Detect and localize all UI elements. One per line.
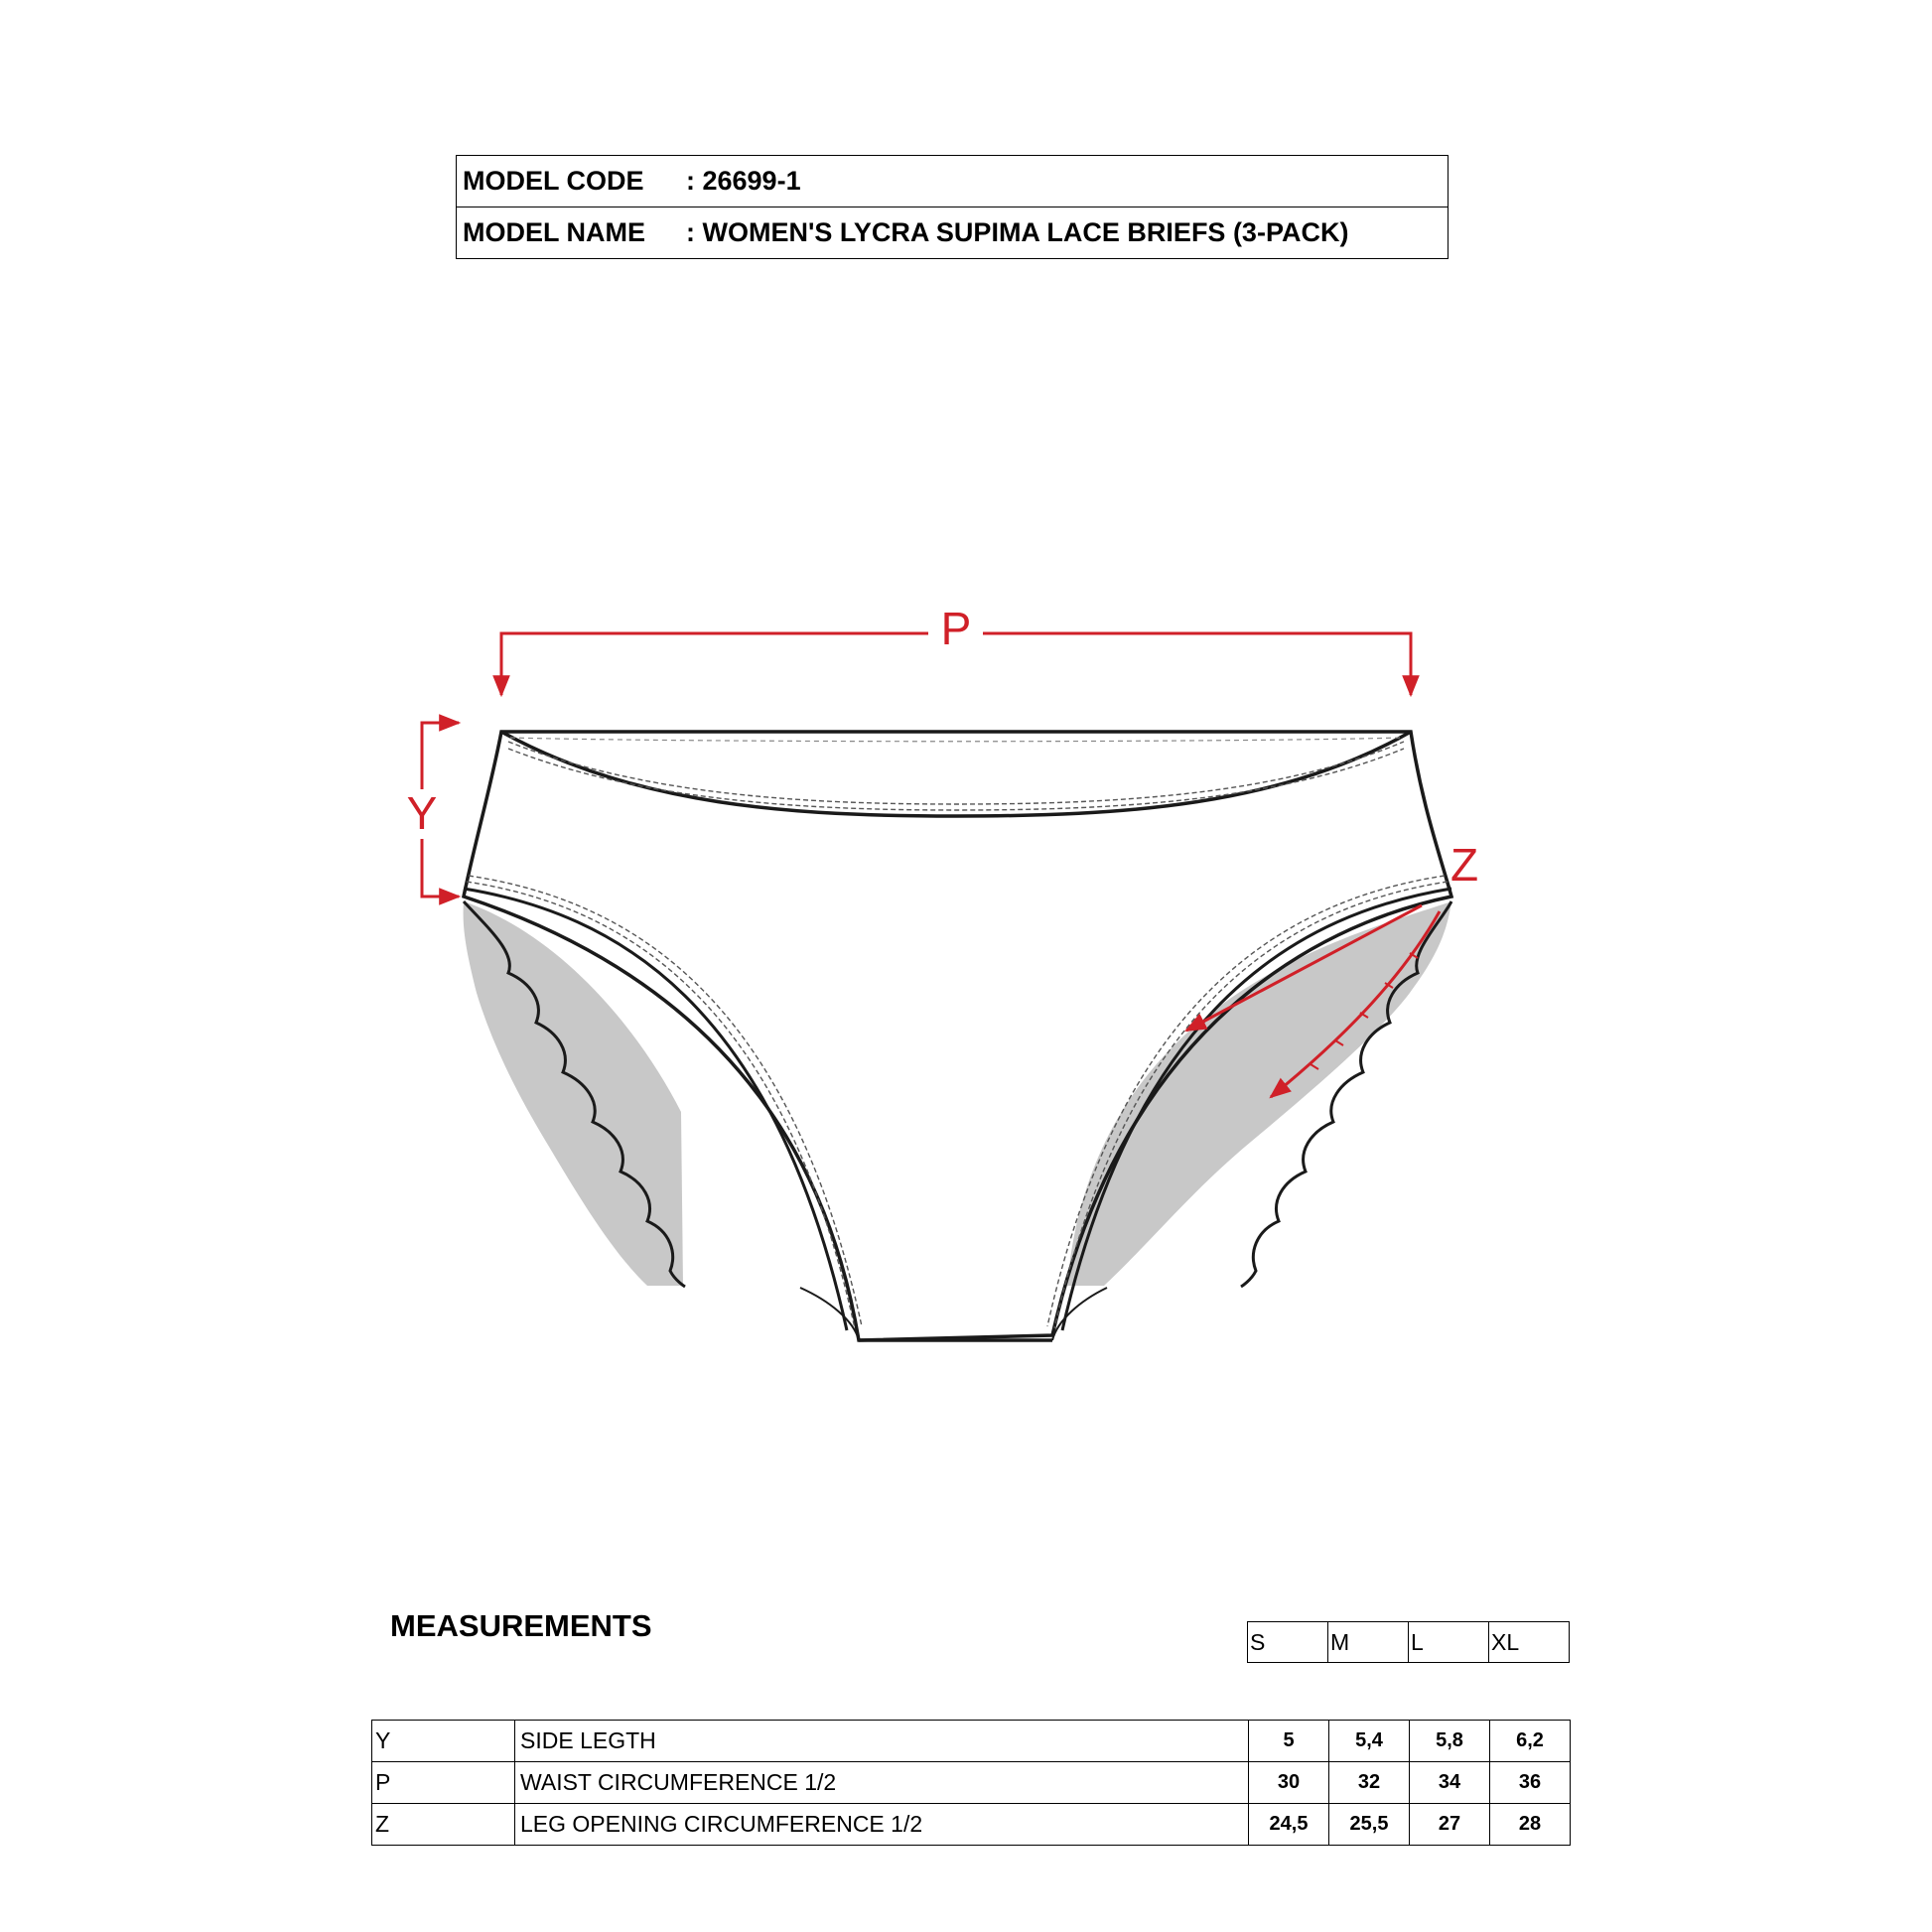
value-l: 5,8 bbox=[1410, 1721, 1490, 1762]
value-s: 5 bbox=[1249, 1721, 1329, 1762]
value-s: 30 bbox=[1249, 1762, 1329, 1804]
measurements-title: MEASUREMENTS bbox=[390, 1608, 652, 1643]
size-xl: XL bbox=[1489, 1622, 1570, 1663]
value-xl: 6,2 bbox=[1490, 1721, 1571, 1762]
value-s: 24,5 bbox=[1249, 1804, 1329, 1846]
row-description: LEG OPENING CIRCUMFERENCE 1/2 bbox=[515, 1804, 1249, 1846]
waistband-back-stitch bbox=[510, 738, 1402, 742]
dimension-p-right-arrow bbox=[983, 633, 1411, 695]
model-name-label: MODEL NAME bbox=[463, 217, 646, 247]
value-xl: 36 bbox=[1490, 1762, 1571, 1804]
model-code-value: : 26699-1 bbox=[686, 166, 801, 196]
size-l: L bbox=[1409, 1622, 1489, 1663]
waistband-stitch-1 bbox=[508, 742, 1404, 804]
right-lace-panel bbox=[1067, 901, 1451, 1286]
size-s: S bbox=[1248, 1622, 1328, 1663]
dimension-p-left-arrow bbox=[501, 633, 928, 695]
row-code: P bbox=[372, 1762, 515, 1804]
row-description: WAIST CIRCUMFERENCE 1/2 bbox=[515, 1762, 1249, 1804]
row-code: Y bbox=[372, 1721, 515, 1762]
left-lace-panel bbox=[464, 901, 683, 1286]
waistband-stitch-2 bbox=[508, 749, 1404, 810]
row-code: Z bbox=[372, 1804, 515, 1846]
size-m: M bbox=[1328, 1622, 1409, 1663]
value-m: 32 bbox=[1329, 1762, 1410, 1804]
value-xl: 28 bbox=[1490, 1804, 1571, 1846]
model-code-label: MODEL CODE bbox=[463, 166, 644, 196]
dimension-y-top-arrow bbox=[422, 723, 459, 789]
dimension-y-label: Y bbox=[406, 787, 438, 839]
value-l: 34 bbox=[1410, 1762, 1490, 1804]
size-header-table bbox=[1247, 1621, 1570, 1663]
value-m: 25,5 bbox=[1329, 1804, 1410, 1846]
value-l: 27 bbox=[1410, 1804, 1490, 1846]
table-row bbox=[372, 1804, 1571, 1846]
table-row bbox=[372, 1721, 1571, 1762]
dimension-p-label: P bbox=[940, 603, 972, 654]
table-row bbox=[372, 1762, 1571, 1804]
waistband-edge bbox=[501, 732, 1411, 816]
row-description: SIDE LEGTH bbox=[515, 1721, 1249, 1762]
model-name-value: : WOMEN'S LYCRA SUPIMA LACE BRIEFS (3-PACK) bbox=[686, 217, 1349, 247]
value-m: 5,4 bbox=[1329, 1721, 1410, 1762]
measurements-table bbox=[371, 1720, 1571, 1846]
dimension-y-bottom-arrow bbox=[422, 839, 459, 897]
dimension-z-label: Z bbox=[1449, 839, 1479, 891]
